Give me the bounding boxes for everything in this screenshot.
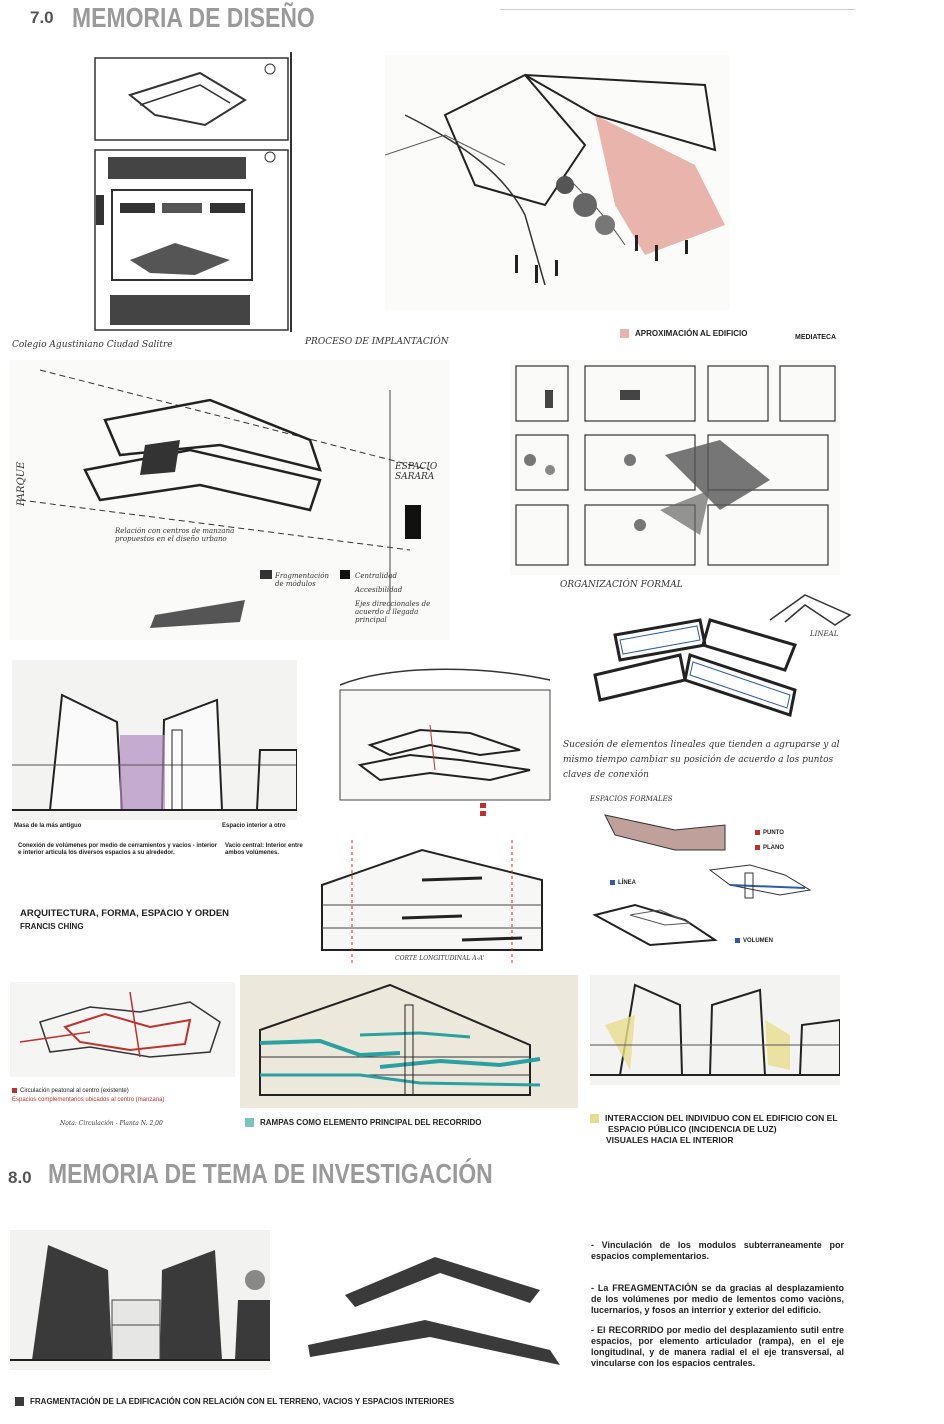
fragmentation-swatch	[15, 1397, 24, 1406]
label-espacios-formales: ESPACIOS FORMALES	[590, 795, 673, 803]
section-8-number: 8.0	[8, 1168, 32, 1187]
interaction-line-3: VISUALES HACIA EL INTERIOR	[606, 1135, 734, 1145]
circ-central-label: Circulación peatonal al centro (existente)	[20, 1088, 129, 1095]
ramp-section-sketch	[240, 975, 578, 1108]
label-nota-circulacion: Nota: Circulación - Planta N. 2,00	[60, 1120, 163, 1127]
caption-approach	[620, 328, 747, 339]
caption-fragmentation	[15, 1396, 454, 1407]
legend-espacios-comp: Espacios complementarios ubicados al centro (manzana)	[12, 1097, 165, 1103]
research-point-1: - Vinculación de los modulos subterraneamente por espacios complementarios.	[591, 1240, 844, 1261]
label-proceso: PROCESO DE IMPLANTACIÓN	[305, 337, 449, 347]
ramp-label: RAMPAS COMO ELEMENTO PRINCIPAL DEL RECORRIDO	[260, 1118, 482, 1127]
sketch-divider	[290, 52, 292, 332]
label-espacio: ESPACIO SARARA	[395, 462, 438, 482]
caption-conexion: Conexión de volúmenes por medio de cerramientos y vacíos - interior e interior articula los diversos espacios a su alrededor.	[18, 843, 218, 856]
implantation-sketch	[10, 360, 450, 640]
caption-ramps	[245, 1117, 482, 1128]
label-relacion: Relación con centros de manzana propuestos en el diseño urbano	[115, 527, 235, 543]
caption-mediateca: MEDIATECA	[795, 334, 837, 341]
plan-center-sketch	[330, 655, 560, 825]
approach-swatch	[620, 329, 629, 338]
circ-central-swatch	[12, 1088, 17, 1093]
fragmentation-label: FRAGMENTACIÓN DE LA EDIFICACIÓN CON RELACIÓN CON EL TERRENO, VACIOS Y ESPACIOS INTERIORES	[30, 1397, 455, 1406]
research-point-3: - El RECORRIDO por medio del desplazamiento sutil entre espacios, por elemento articulador (rampa), en el eje longitudinal, y de manera radial el el eje transversal, al vincularse con los espacios centrales.	[591, 1325, 844, 1368]
legend-volumen	[735, 938, 773, 945]
circulation-plan-sketch	[10, 982, 235, 1077]
caption-masa-right: Espacio interior a otro	[222, 823, 286, 829]
label-corte: CORTE LONGITUDINAL A-A'	[395, 955, 485, 962]
ramp-swatch	[245, 1118, 254, 1127]
fragment-volumes	[300, 1245, 565, 1375]
label-ejes: Ejes direccionales de acuerdo a llegada principal	[355, 600, 431, 624]
plano-swatch	[755, 845, 760, 850]
interaction-line-1	[590, 1113, 838, 1124]
text-sucesion: Sucesión de elementos lineales que tienden a agruparse y al mismo tiempo cambiar su posición de acuerdo a los puntos claves de conexión	[563, 740, 840, 780]
perspective-sketch	[385, 55, 730, 310]
ching-author: FRANCIS CHING	[20, 922, 84, 931]
long-section-sketch	[312, 840, 552, 970]
linear-elements-sketch	[585, 590, 860, 725]
light-swatch	[590, 1114, 599, 1123]
linea-swatch	[610, 880, 615, 885]
section-8-title: MEMORIA DE TEMA DE INVESTIGACIÓN	[48, 1158, 493, 1189]
legend-plano	[755, 845, 784, 852]
label-fragmentacion: Fragmentación de módulos	[275, 572, 330, 588]
section-purple-sketch	[12, 660, 297, 820]
interaction-label-1: INTERACCION DEL INDIVIDUO CON EL EDIFICIO CON EL	[605, 1113, 838, 1123]
caption-interaction	[590, 1113, 838, 1146]
label-parque: PARQUE	[16, 461, 27, 506]
section-7-title: MEMORIA DE DISEÑO	[72, 2, 315, 33]
site-plan-sketch	[70, 55, 295, 340]
label-accesibilidad: Accesibilidad	[355, 586, 403, 594]
dark-massing-section	[10, 1230, 270, 1370]
light-section-sketch	[590, 975, 840, 1085]
research-point-2: - La FREAGMENTACIÓN se da gracias al desplazamiento de los volúmenes por medio de lementos como vaciòns, lucernarios, y fosos an interrior y exterior del edificio.	[591, 1283, 844, 1315]
ching-title: ARQUITECTURA, FORMA, ESPACIO Y ORDEN	[20, 908, 230, 919]
label-lineal: LINEAL	[810, 630, 839, 638]
label-centralidad: Centralidad	[355, 572, 397, 580]
legend-linea	[610, 880, 636, 887]
label-colegio: Colegio Agustiniano Ciudad Salitre	[12, 340, 173, 350]
caption-vacio: Vacío central: Interior entre ambos volúmenes.	[225, 843, 303, 856]
caption-masa-left: Masa de la más antiguo	[14, 823, 82, 829]
label-organizacion: ORGANIZACIÓN FORMAL	[560, 580, 683, 590]
legend-circ-central	[12, 1088, 129, 1095]
linea-label: LÍNEA	[618, 880, 636, 887]
punto-swatch	[755, 830, 760, 835]
volumen-label: VOLUMEN	[743, 938, 773, 945]
urban-grid-sketch	[510, 360, 840, 575]
interaction-line-2: ESPACIO PÚBLICO (INCIDENCIA DE LUZ)	[608, 1124, 777, 1134]
header-rule	[500, 9, 855, 10]
section-7-number: 7.0	[30, 8, 54, 27]
approach-label: APROXIMACIÓN AL EDIFICIO	[635, 329, 748, 338]
punto-label: PUNTO	[763, 830, 784, 837]
plano-label: PLANO	[763, 845, 784, 852]
volumen-swatch	[735, 938, 740, 943]
legend-punto	[755, 830, 784, 837]
